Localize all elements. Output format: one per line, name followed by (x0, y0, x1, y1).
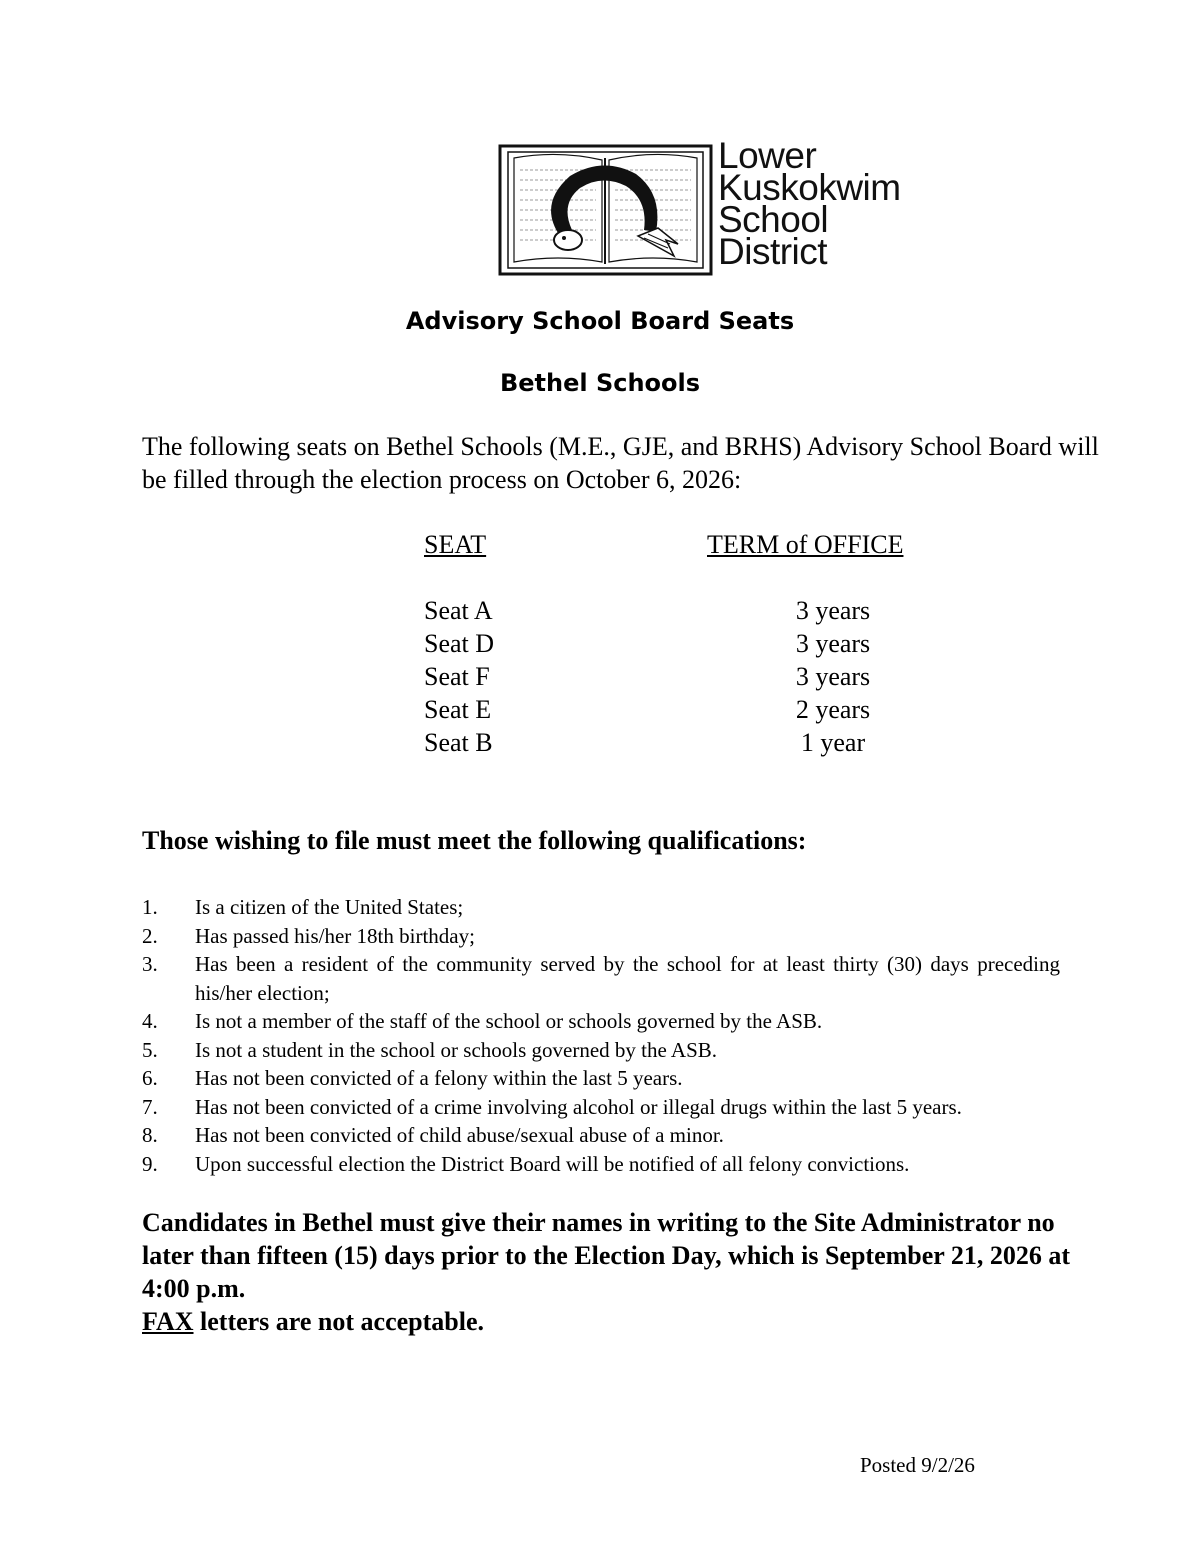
district-logo (498, 135, 988, 280)
logo-line: District (718, 231, 828, 272)
term-cell: 3 years (795, 596, 871, 625)
qualifications-heading: Those wishing to file must meet the following qualifications: (142, 826, 807, 855)
item-text: Is a citizen of the United States; (195, 895, 464, 919)
fax-notice (142, 1305, 484, 1338)
fax-word: FAX (142, 1307, 194, 1336)
page-subtitle: Bethel Schools (499, 369, 701, 397)
logo-wordmark (718, 135, 901, 272)
list-item (142, 1007, 1060, 1036)
page-title: Advisory School Board Seats (405, 307, 795, 335)
term-cell: 3 years (795, 629, 871, 658)
item-text: Has not been convicted of a crime involving alcohol or illegal drugs within the last 5 years. (195, 1094, 962, 1119)
seat-cell: Seat B (424, 728, 493, 757)
logo-line: Kuskokwim (718, 167, 901, 208)
posted-date: Posted 9/2/26 (860, 1453, 975, 1477)
item-text: Has been a resident of the community served by the school for at least thirty (30) days preceding his/her election; (195, 952, 1060, 1005)
item-number: 8. (142, 1123, 158, 1147)
item-text: Is not a member of the staff of the school or schools governed by the ASB. (195, 1009, 823, 1033)
intro-paragraph: The following seats on Bethel Schools (M.E., GJE, and BRHS) Advisory School Board will be filled through the election process on October 6, 2026: (142, 432, 1099, 494)
list-item (142, 950, 1060, 1007)
list-item (142, 1150, 1060, 1179)
item-number: 7. (142, 1094, 158, 1119)
fax-rest: letters are not acceptable. (193, 1307, 484, 1336)
item-number: 5. (142, 1037, 158, 1062)
item-text: Has not been convicted of child abuse/sexual abuse of a minor. (195, 1123, 724, 1147)
item-text: Is not a student in the school or schools governed by the ASB. (195, 1037, 718, 1062)
logo-line: School (718, 199, 829, 240)
list-item (142, 1121, 1060, 1150)
item-text: Has passed his/her 18th birthday; (195, 923, 475, 948)
seat-cell: Seat F (424, 662, 490, 691)
book-fish-emblem-icon (498, 144, 713, 278)
seat-cell: Seat D (424, 629, 495, 658)
seat-cell: Seat A (424, 596, 493, 625)
item-number: 3. (142, 952, 158, 976)
item-number: 9. (142, 1151, 158, 1176)
term-cell: 3 years (795, 662, 871, 691)
deadline-notice: Candidates in Bethel must give their names in writing to the Site Administrator no later than fifteen (15) days prior to the Election Day, which is September 21, 2026 at 4:00 p.m. (142, 1208, 1070, 1303)
list-item (142, 893, 1060, 922)
term-column-header: TERM of OFFICE (707, 530, 904, 559)
seat-column-header: SEAT (424, 530, 487, 559)
item-number: 6. (142, 1066, 158, 1090)
term-cell: 2 years (795, 695, 871, 724)
term-cell: 1 year (800, 728, 866, 757)
list-item (142, 922, 1060, 951)
item-number: 1. (142, 895, 158, 919)
list-item (142, 1036, 1060, 1065)
item-text: Has not been convicted of a felony within the last 5 years. (195, 1066, 683, 1090)
item-number: 4. (142, 1009, 158, 1033)
item-text: Upon successful election the District Board will be notified of all felony convictions. (195, 1151, 910, 1176)
qualifications-list (142, 893, 1060, 1178)
list-item (142, 1064, 1060, 1093)
logo-line: Lower (718, 135, 817, 176)
list-item (142, 1093, 1060, 1122)
item-number: 2. (142, 923, 158, 948)
seat-cell: Seat E (424, 695, 492, 724)
